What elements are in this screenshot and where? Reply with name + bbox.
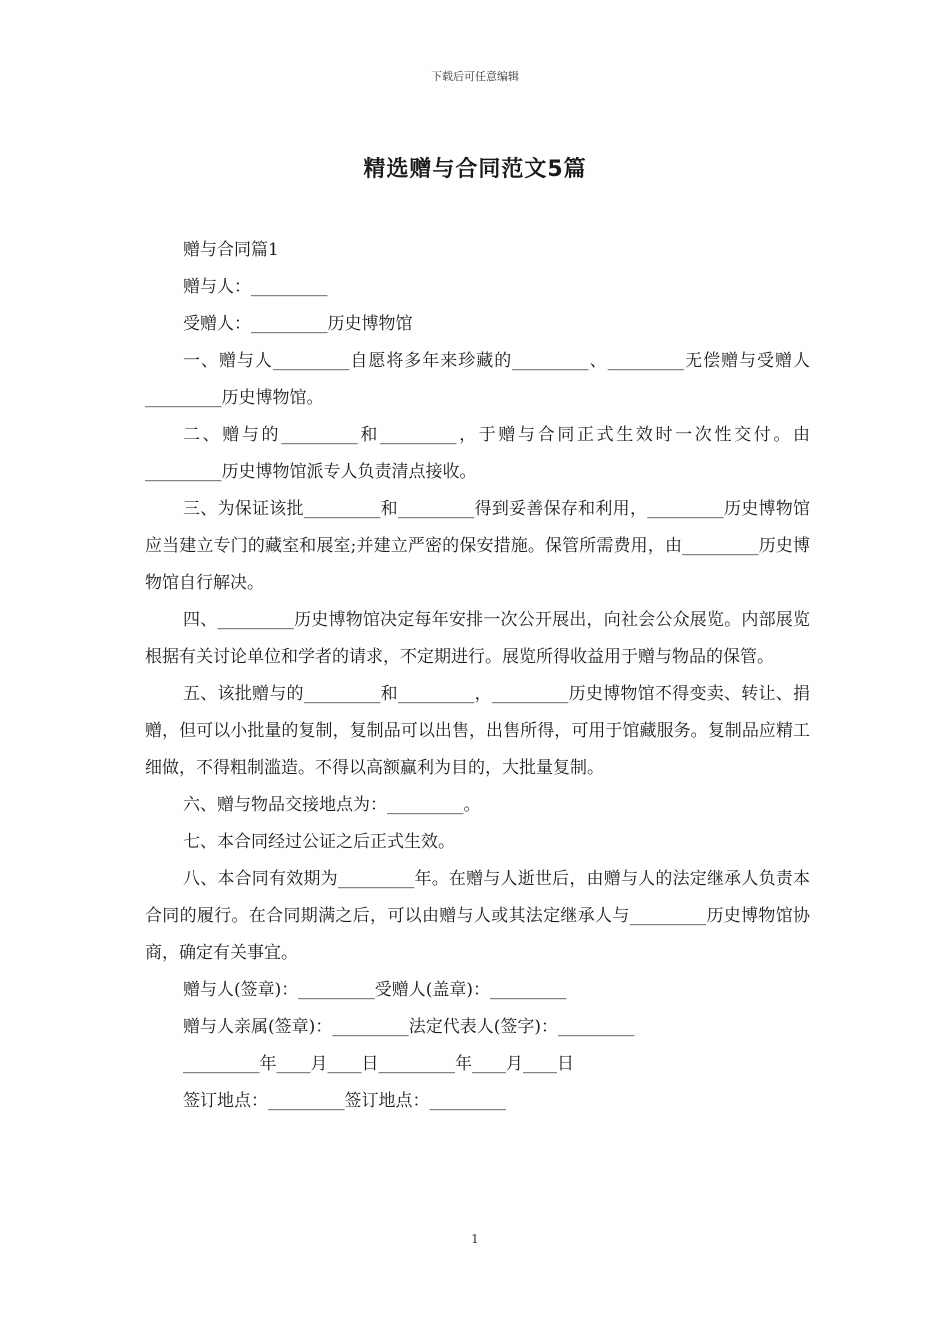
document-body (145, 232, 810, 1120)
recipient-line: 受赠人：_________历史博物馆 (183, 314, 413, 334)
clause-2: 二、赠与的_________和_________，于赠与合同正式生效时一次性交付。由_________历史博物馆派专人负责清点接收。 (145, 425, 810, 482)
page-header-note: 下载后可任意编辑 (431, 70, 519, 83)
clause-3: 三、为保证该批_________和_________得到妥善保存和利用，_________历史博物馆应当建立专门的藏室和展室;并建立严密的保安措施。保管所需费用，由_________历史博物馆自行解决。 (145, 499, 810, 593)
signature-line: 赠与人(签章)：_________受赠人(盖章)：_________ (183, 980, 567, 1000)
page-number: 1 (471, 1232, 479, 1246)
clause-5: 五、该批赠与的_________和_________，_________历史博物馆不得变卖、转让、捐赠，但可以小批量的复制，复制品可以出售，出售所得，可用于馆藏服务。复制品应精工细做，不得粗制滥造。不得以高额赢利为目的，大批量复制。 (145, 684, 810, 778)
section-heading: 赠与合同篇1 (183, 240, 279, 260)
clause-8: 八、本合同有效期为_________年。在赠与人逝世后，由赠与人的法定继承人负责本合同的履行。在合同期满之后，可以由赠与人或其法定继承人与_________历史博物馆协商，确定有关事宜。 (145, 869, 810, 963)
relative-signature-line: 赠与人亲属(签章)：_________法定代表人(签字)：_________ (183, 1017, 635, 1037)
signing-place-line: 签订地点：_________签订地点：_________ (183, 1091, 506, 1111)
document-title: 精选赠与合同范文5篇 (363, 157, 587, 182)
date-line: _________年____月____日_________年____月____日 (183, 1054, 574, 1074)
clause-7: 七、本合同经过公证之后正式生效。 (183, 832, 455, 852)
clause-4: 四、_________历史博物馆决定每年安排一次公开展出，向社会公众展览。内部展览根据有关讨论单位和学者的请求，不定期进行。展览所得收益用于赠与物品的保管。 (145, 610, 810, 667)
clause-6: 六、赠与物品交接地点为：_________。 (183, 795, 481, 815)
donor-line: 赠与人：_________ (183, 277, 328, 297)
clause-1: 一、赠与人_________自愿将多年来珍藏的_________、_________无偿赠与受赠人_________历史博物馆。 (145, 351, 810, 408)
